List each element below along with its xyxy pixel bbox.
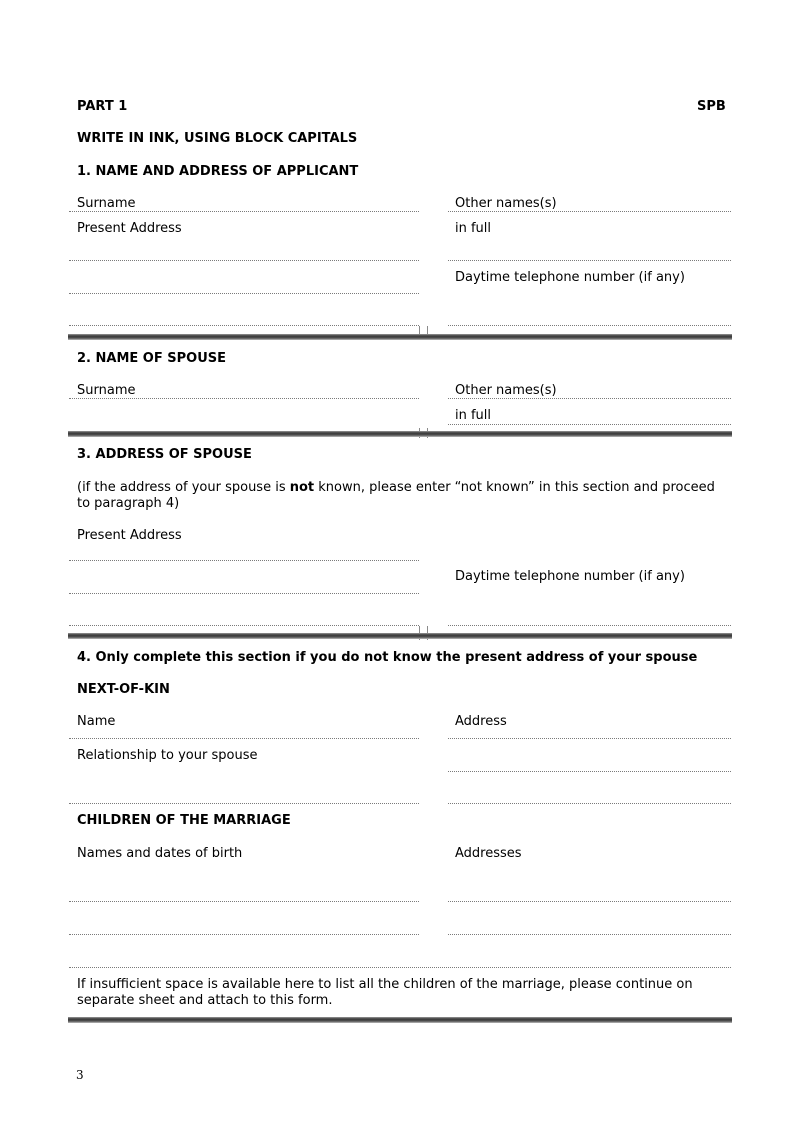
children-footer-note: If insufficient space is available here to list all the children of the marriage, please continue on separate sheet and attach to this form.	[77, 977, 693, 1008]
note-text: known, please enter “not known” in this section and proceed to paragraph 4)	[77, 480, 715, 511]
note-emphasis: not	[289, 480, 315, 495]
children-names-line-2[interactable]	[69, 934, 419, 935]
section-divider	[68, 334, 732, 340]
form-code: SPB	[697, 99, 726, 114]
applicant-address-line-1[interactable]	[69, 260, 419, 261]
applicant-present-address-label: Present Address	[77, 221, 182, 236]
kin-address-line-3[interactable]	[448, 803, 731, 804]
applicant-other-names-field[interactable]	[448, 211, 731, 212]
kin-address-line-1[interactable]	[448, 738, 731, 739]
spouse-in-full-field[interactable]	[448, 424, 731, 425]
section3-note	[77, 480, 717, 512]
spouse-address-line-2[interactable]	[69, 593, 419, 594]
applicant-phone-field[interactable]	[448, 325, 731, 326]
children-names-line-1[interactable]	[69, 901, 419, 902]
kin-address-line-2[interactable]	[448, 771, 731, 772]
applicant-other-names-label: Other names(s)	[455, 196, 557, 211]
children-addresses-line-2[interactable]	[448, 934, 731, 935]
section-divider	[68, 633, 732, 639]
section-divider	[68, 431, 732, 437]
kin-relationship-field[interactable]	[69, 803, 419, 804]
spouse-present-address-label: Present Address	[77, 528, 182, 543]
kin-relationship-label: Relationship to your spouse	[77, 748, 258, 763]
section2-heading: 2. NAME OF SPOUSE	[77, 351, 226, 366]
spouse-surname-label: Surname	[77, 383, 136, 398]
applicant-surname-field[interactable]	[69, 211, 419, 212]
section-divider	[68, 1017, 732, 1023]
children-addresses-line-1[interactable]	[448, 901, 731, 902]
spouse-phone-label: Daytime telephone number (if any)	[455, 569, 685, 584]
spouse-other-names-label: Other names(s)	[455, 383, 557, 398]
note-text: (if the address of your spouse is	[77, 480, 290, 495]
spouse-address-line-1[interactable]	[69, 560, 419, 561]
next-of-kin-heading: NEXT-OF-KIN	[77, 682, 170, 697]
kin-name-label: Name	[77, 714, 116, 729]
spouse-in-full-label: in full	[455, 408, 492, 423]
section1-heading: 1. NAME AND ADDRESS OF APPLICANT	[77, 164, 359, 179]
applicant-address-line-2[interactable]	[69, 293, 419, 294]
spouse-phone-field[interactable]	[448, 625, 731, 626]
section3-heading: 3. ADDRESS OF SPOUSE	[77, 447, 252, 462]
applicant-in-full-label: in full	[455, 221, 492, 236]
kin-address-label: Address	[455, 714, 507, 729]
applicant-address-line-3[interactable]	[69, 325, 419, 326]
children-names-label: Names and dates of birth	[77, 846, 243, 861]
section4-heading: 4. Only complete this section if you do not know the present address of your spouse	[77, 650, 698, 665]
page-number: 3	[76, 1068, 84, 1082]
part-label: PART 1	[77, 99, 128, 114]
applicant-phone-label: Daytime telephone number (if any)	[455, 270, 685, 285]
instruction-text: WRITE IN INK, USING BLOCK CAPITALS	[77, 131, 358, 146]
children-line-3[interactable]	[69, 967, 731, 968]
spouse-other-names-field[interactable]	[448, 398, 731, 399]
applicant-in-full-field[interactable]	[448, 260, 731, 261]
spouse-surname-field[interactable]	[69, 398, 419, 399]
children-addresses-label: Addresses	[455, 846, 522, 861]
kin-name-field[interactable]	[69, 738, 419, 739]
applicant-surname-label: Surname	[77, 196, 136, 211]
spouse-address-line-3[interactable]	[69, 625, 419, 626]
children-heading: CHILDREN OF THE MARRIAGE	[77, 813, 291, 828]
